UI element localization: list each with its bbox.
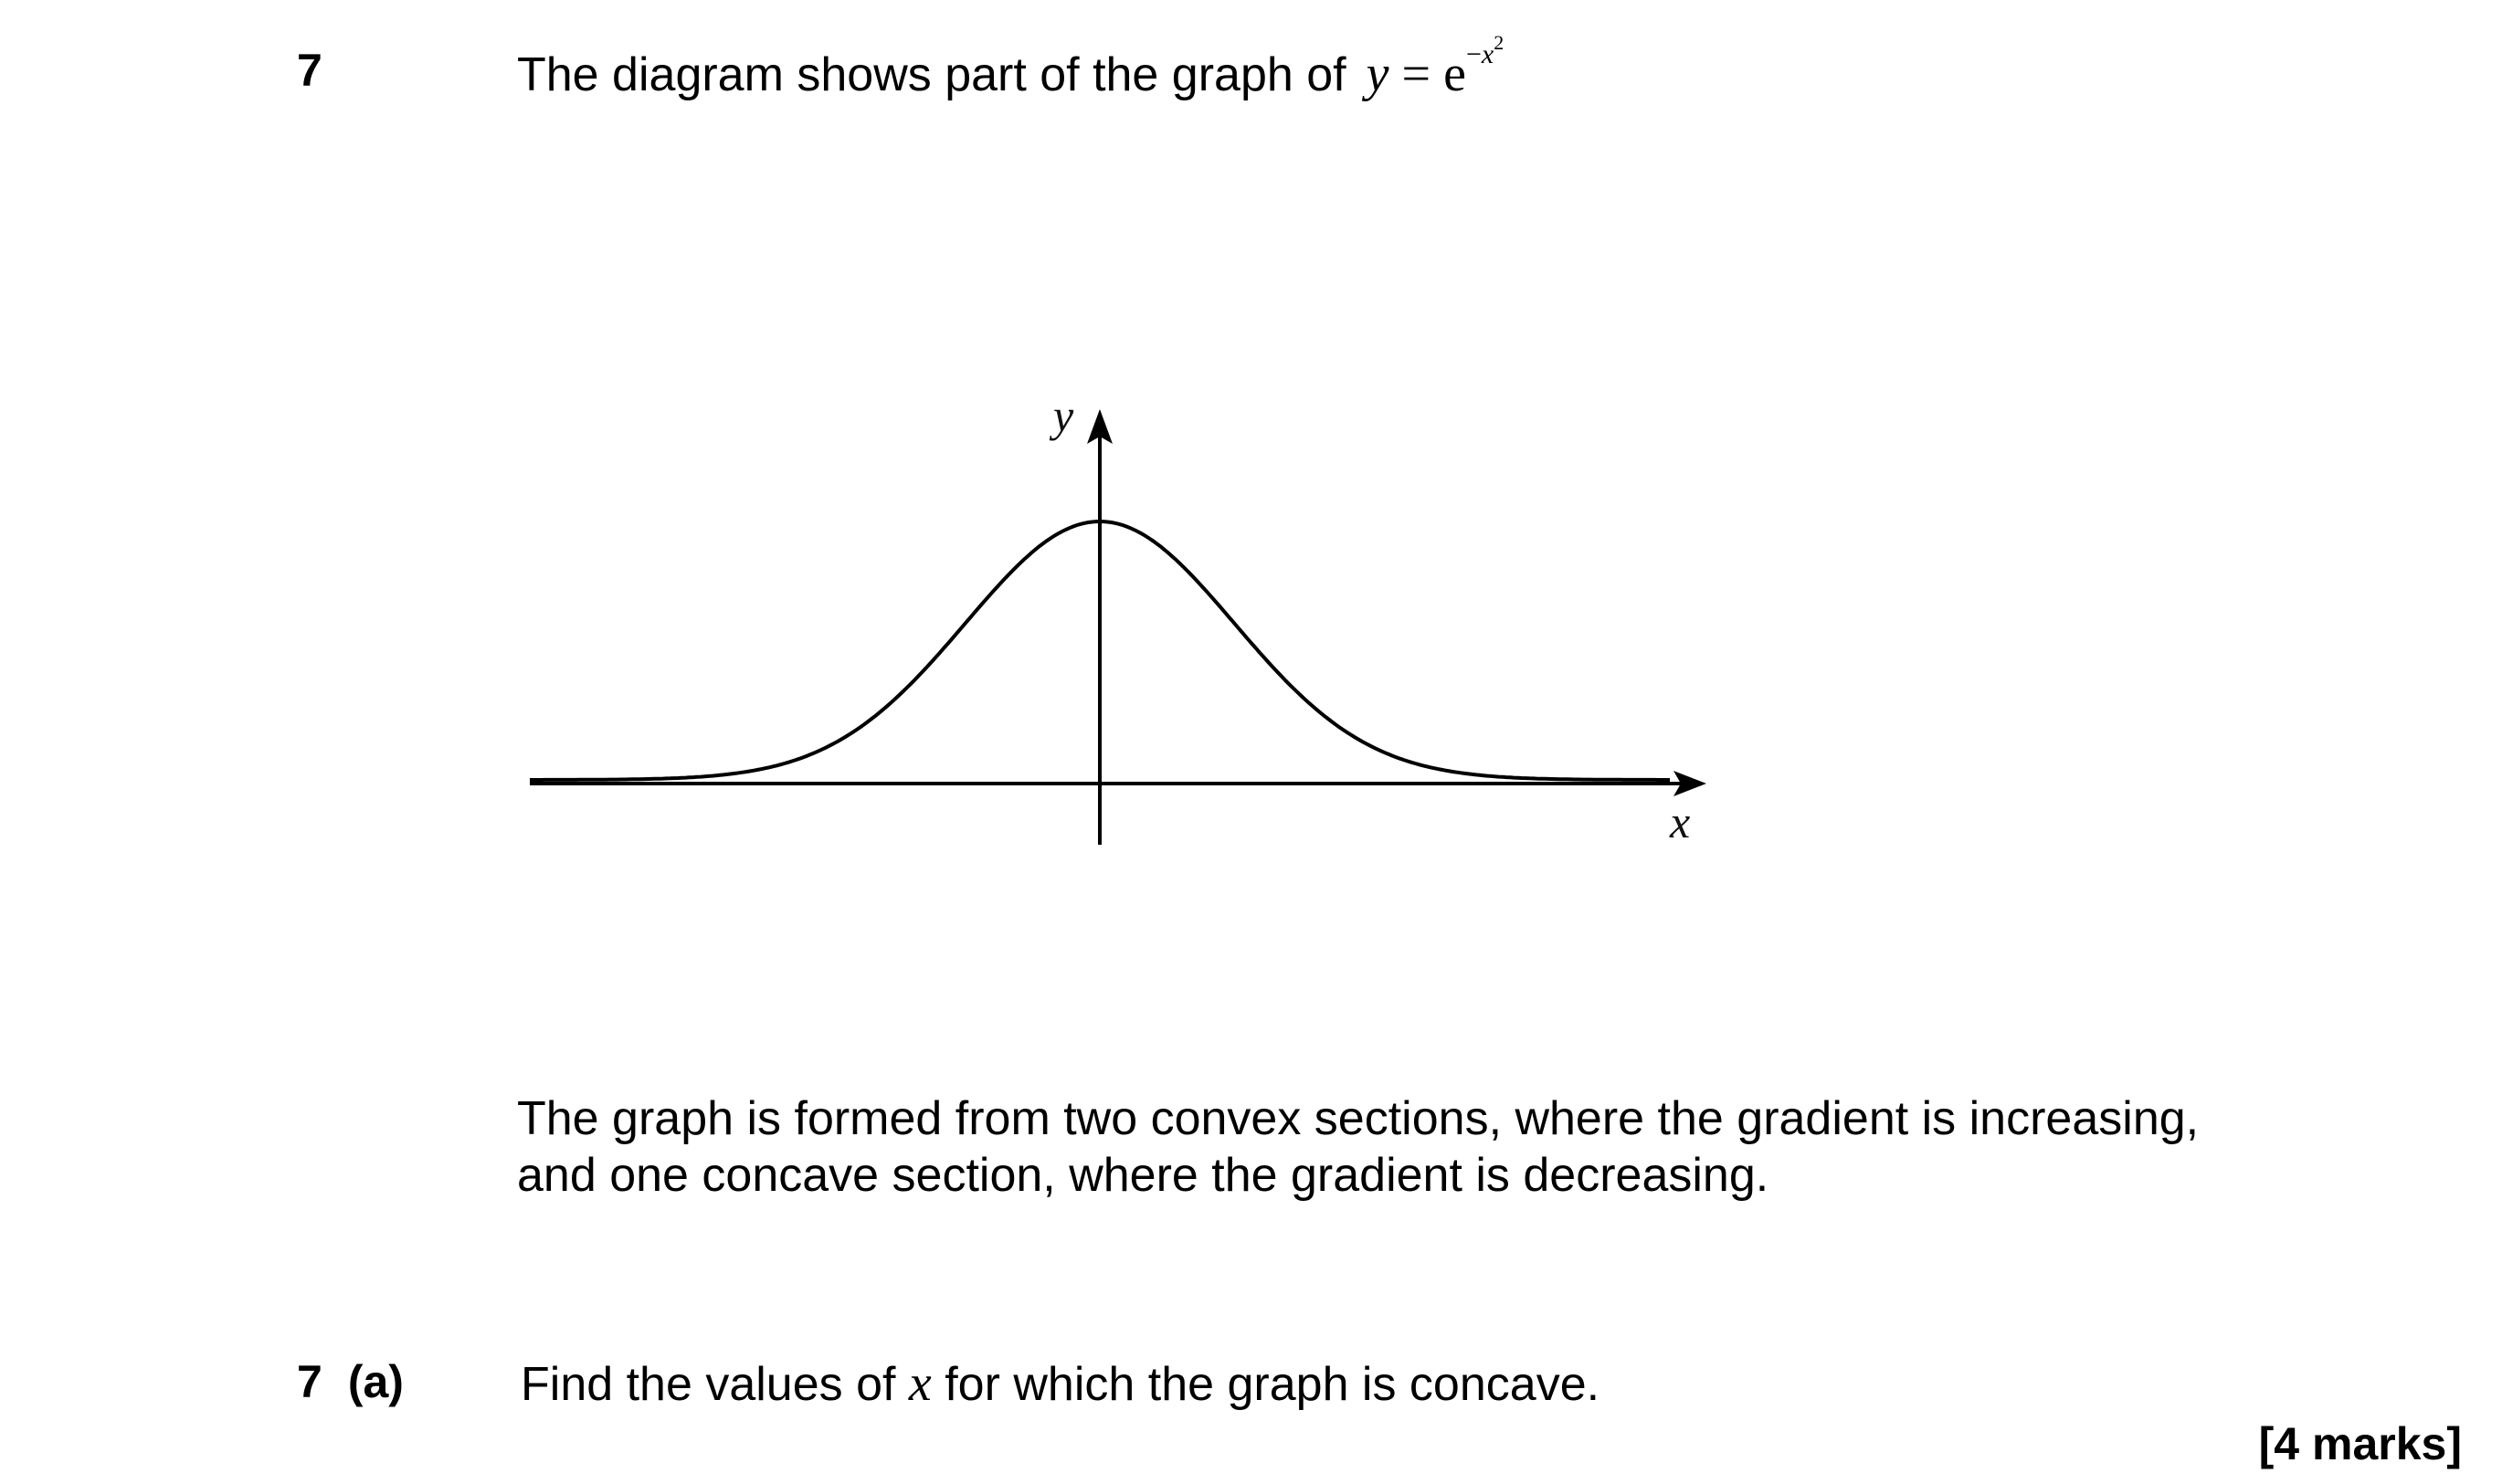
y-axis-label: y (1053, 393, 1074, 441)
x-axis-label: x (1670, 796, 1691, 847)
paragraph-line-1: The graph is formed from two convex sections, where the gradient is increasing, (517, 1092, 2200, 1145)
part-a-number: 7 (297, 1356, 322, 1407)
part-a-variable: x (908, 1355, 932, 1412)
marks-label: [4 marks] (2258, 1418, 2462, 1469)
part-a-question (521, 1353, 1599, 1415)
exponent-power: 2 (1494, 31, 1504, 55)
question-number: 7 (297, 45, 322, 96)
stem-text: The diagram shows part of the graph of (517, 48, 1346, 101)
function-graph (512, 393, 1717, 868)
equation-base: e (1443, 46, 1466, 102)
paragraph-line-2: and one concave section, where the gradient is decreasing. (517, 1149, 1769, 1202)
question-stem (517, 31, 1504, 105)
part-a-letter: (a) (347, 1356, 404, 1407)
exponent-variable: x (1481, 39, 1494, 70)
graph-svg (512, 393, 1717, 868)
equation-equals: = (1401, 46, 1431, 102)
exponent-sign: − (1465, 39, 1482, 70)
description-paragraph (517, 1090, 2390, 1204)
part-a-text-after: for which the graph is concave. (945, 1358, 1600, 1411)
equation-exponent (1465, 31, 1504, 70)
equation (1366, 31, 1504, 102)
part-a-text-before: Find the values of (521, 1358, 896, 1411)
part-a-label (297, 1356, 404, 1407)
equation-lhs: y (1366, 46, 1389, 102)
